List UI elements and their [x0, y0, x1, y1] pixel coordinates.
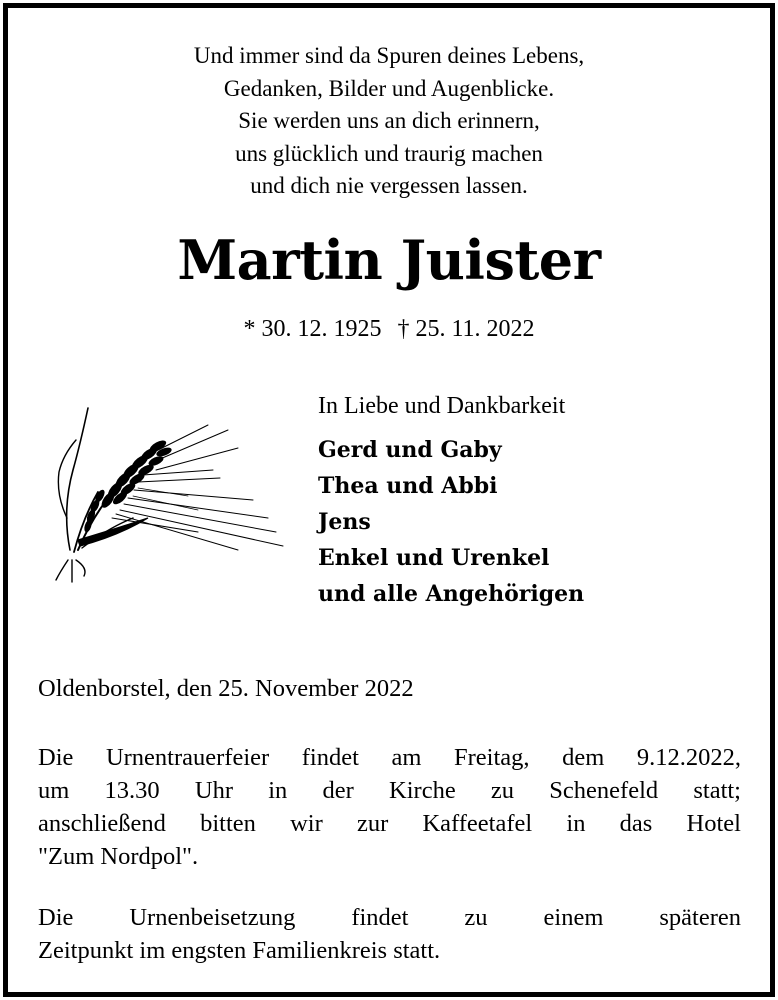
wheat-ears-icon: [38, 400, 288, 586]
service-line: um 13.30 Uhr in der Kirche zu Schenefeld statt;: [38, 777, 741, 804]
mourner-name: Enkel und Urenkel: [318, 545, 550, 571]
obituary-notice: [3, 3, 775, 997]
mourners-block: [318, 391, 584, 612]
poem-line: und dich nie vergessen lassen.: [250, 173, 528, 198]
death-date: † 25. 11. 2022: [397, 316, 535, 342]
burial-line: Die Urnenbeisetzung findet zu einem späteren: [38, 904, 741, 931]
place-and-date: Oldenborstel, den 25. November 2022: [38, 675, 414, 702]
service-announcement: [38, 741, 741, 873]
mourner-name: Gerd und Gaby: [318, 437, 502, 463]
service-line: "Zum Nordpol".: [38, 843, 199, 870]
life-dates: [8, 314, 770, 344]
burial-line: Zeitpunkt im engsten Familienkreis statt.: [38, 937, 441, 964]
burial-announcement: [38, 901, 741, 967]
poem-line: Sie werden uns an dich erinnern,: [238, 108, 540, 133]
poem-line: uns glücklich und traurig machen: [235, 140, 543, 166]
mourner-name: Jens: [318, 509, 371, 535]
memorial-poem: [8, 40, 770, 203]
poem-line: Gedanken, Bilder und Augenblicke.: [223, 75, 555, 101]
service-line: anschließend bitten wir zur Kaffeetafel in das Hotel: [38, 810, 741, 837]
mourner-name: Thea und Abbi: [318, 473, 498, 499]
mourner-name: und alle Angehörigen: [318, 581, 585, 607]
service-line: Die Urnentrauerfeier findet am Freitag, dem 9.12.2022,: [38, 744, 741, 771]
mourners-list: [318, 432, 584, 612]
mourners-intro: In Liebe und Dankbarkeit: [318, 393, 566, 419]
deceased-name: Martin Juister: [177, 228, 601, 292]
poem-line: Und immer sind da Spuren deines Lebens,: [193, 43, 585, 68]
birth-date: * 30. 12. 1925: [243, 316, 382, 342]
